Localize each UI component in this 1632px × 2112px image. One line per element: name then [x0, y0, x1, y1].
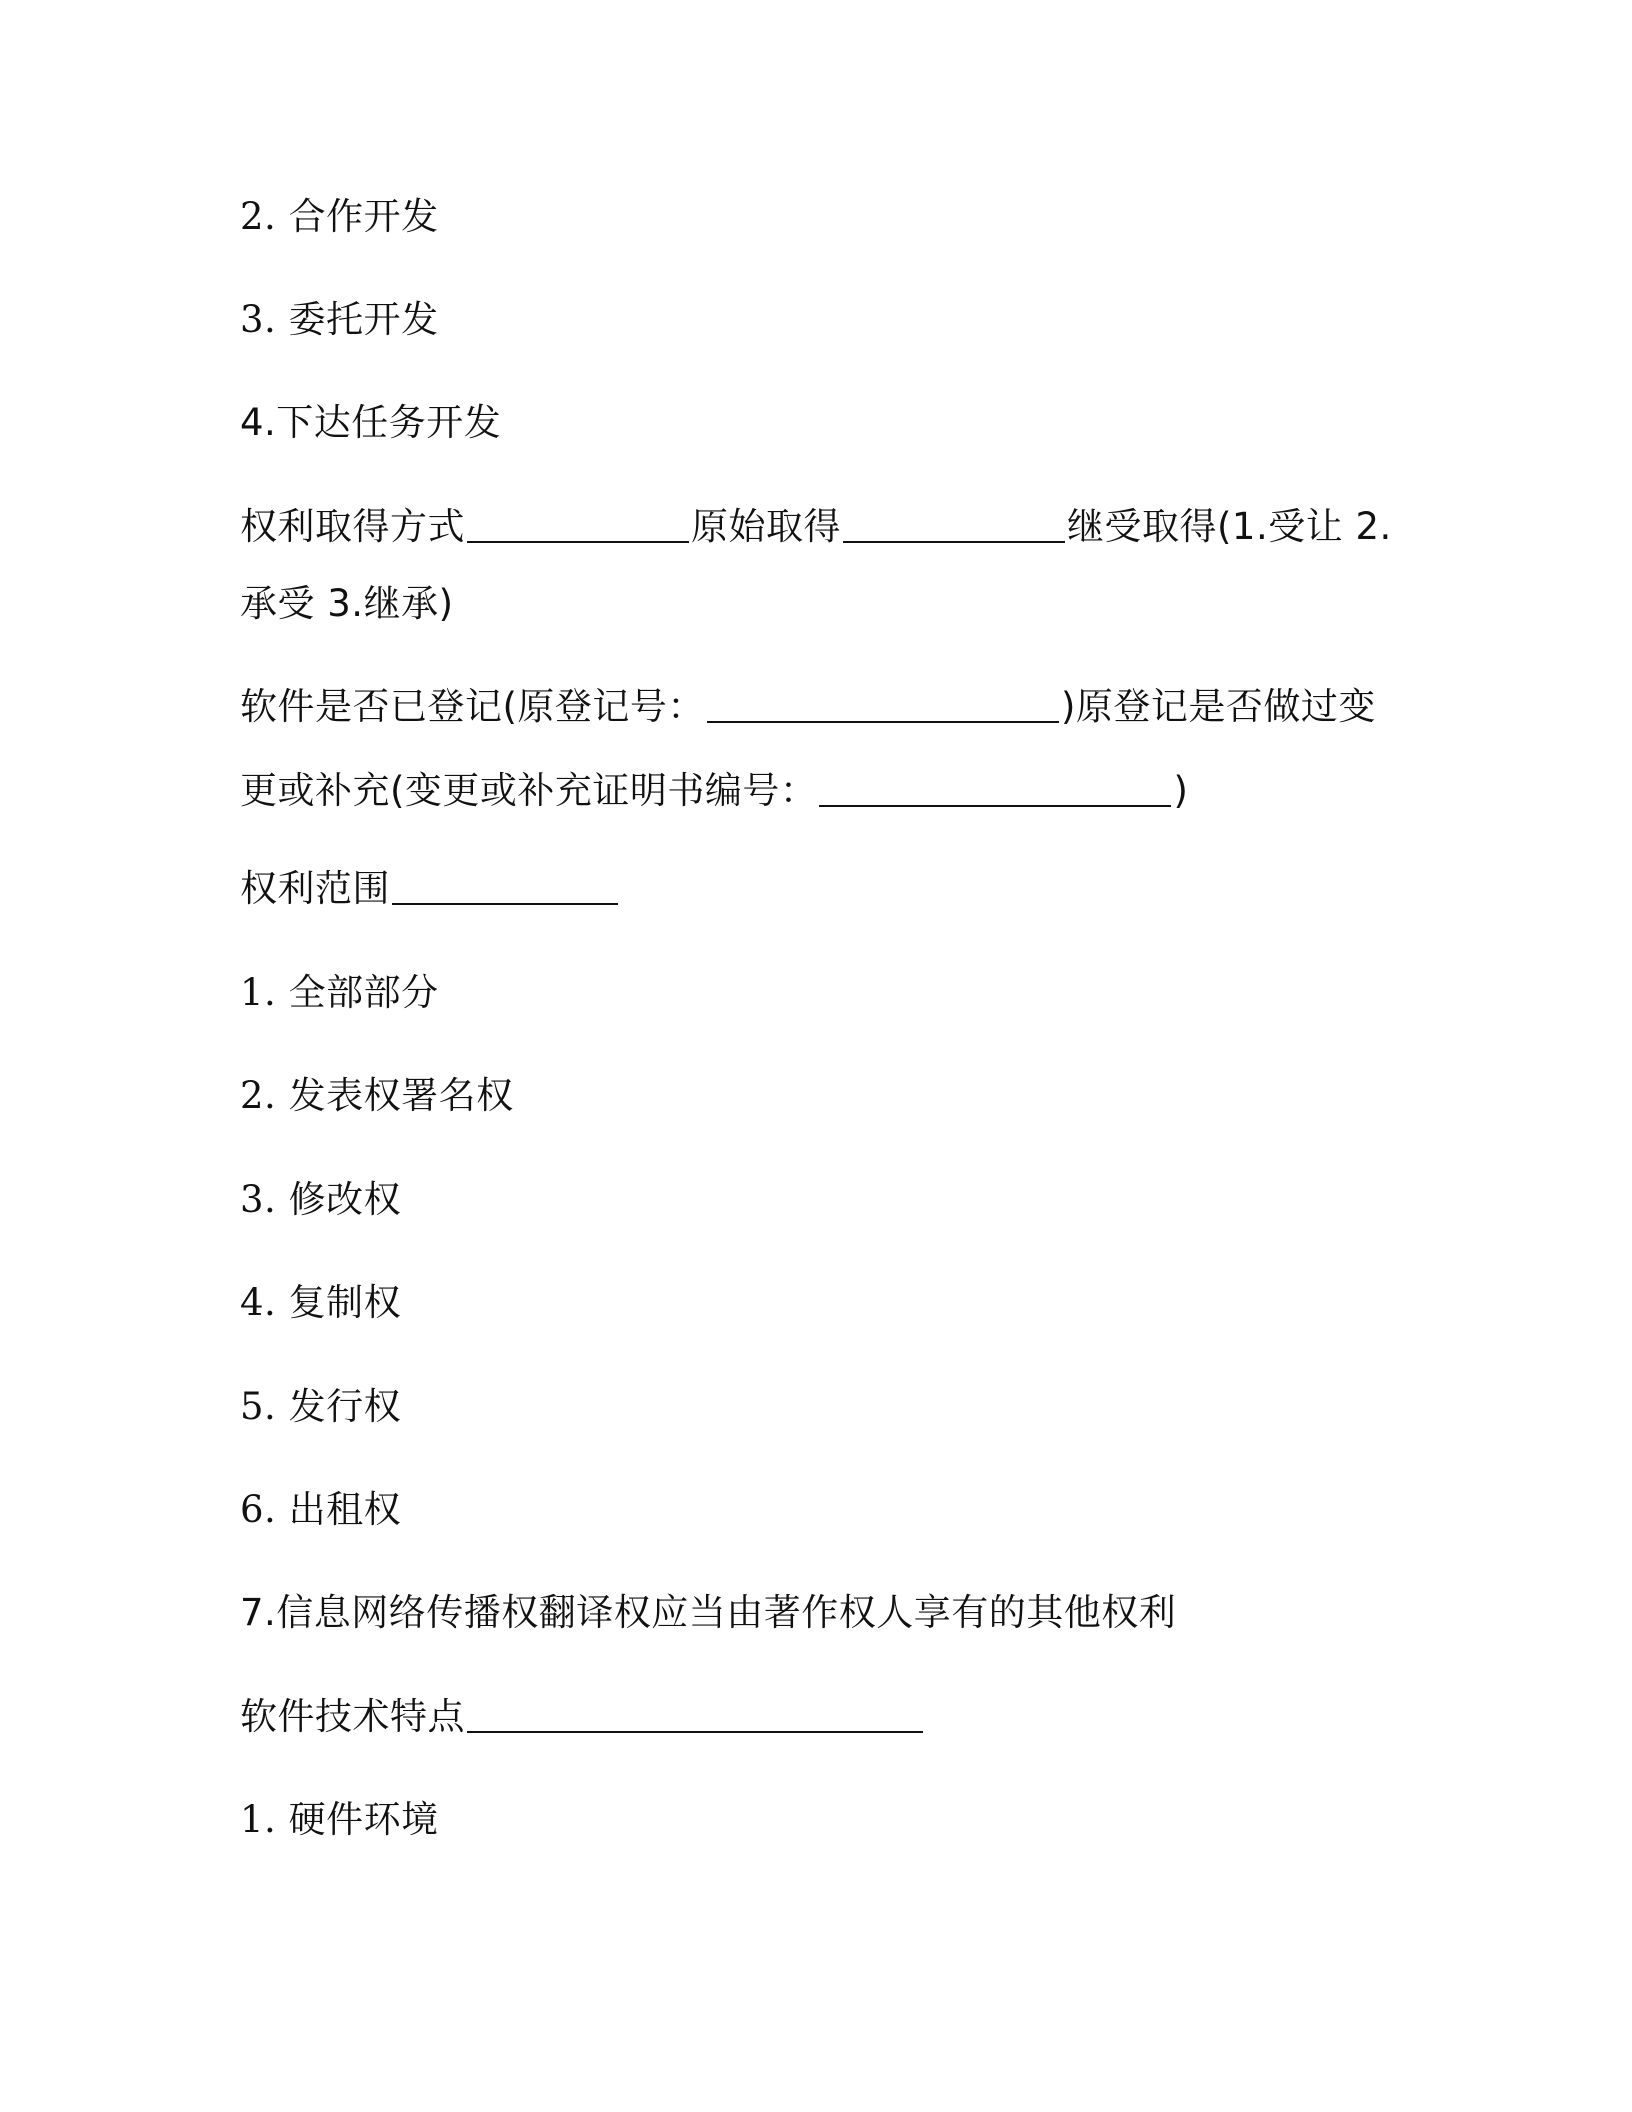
item-text: 7.信息网络传播权翻译权应当由著作权人享有的其他权利 [240, 1591, 1177, 1634]
item-number: 1. [240, 1798, 277, 1841]
item-text: 4.下达任务开发 [240, 401, 502, 444]
item-number: 4. [240, 1281, 277, 1324]
item-text: 出租权 [288, 1488, 402, 1531]
registration-change-label: )原登记是否做过变 [1060, 685, 1376, 728]
item-text: 发行权 [288, 1385, 402, 1428]
item-text: 合作开发 [288, 195, 439, 238]
item-number: 2. [240, 1074, 277, 1117]
acquisition-continuation [240, 582, 454, 625]
rights-scope-line [240, 867, 620, 910]
list-item-network-translation-rights [240, 1591, 1177, 1634]
item-number: 5. [240, 1385, 277, 1428]
item-number: 1. [240, 971, 277, 1014]
item-text: 硬件环境 [288, 1798, 439, 1841]
list-item-modification-right [240, 1178, 402, 1221]
blank-line [819, 805, 1171, 807]
blank-line [707, 721, 1059, 723]
list-item-assigned-task-development [240, 401, 502, 444]
registration-label: 软件是否已登记(原登记号： [240, 685, 705, 728]
technical-features-label: 软件技术特点 [240, 1695, 465, 1738]
item-number: 3. [240, 1178, 277, 1221]
registration-line [240, 685, 1376, 728]
list-item-publication-authorship [240, 1074, 514, 1117]
acquisition-continuation-text: 承受 3.继承) [240, 582, 454, 625]
blank-line [392, 903, 618, 905]
item-number: 6. [240, 1488, 277, 1531]
original-acquisition-label: 原始取得 [691, 505, 841, 548]
list-item-hardware-environment [240, 1798, 439, 1841]
blank-line [843, 541, 1065, 543]
item-text: 全部部分 [288, 971, 439, 1014]
item-text: 修改权 [288, 1178, 402, 1221]
item-number: 2. [240, 195, 277, 238]
list-item-distribution-right [240, 1385, 402, 1428]
list-item-commissioned-development [240, 298, 439, 341]
closing-paren: ) [1173, 769, 1189, 812]
rights-scope-label: 权利范围 [240, 867, 390, 910]
list-item-all-part [240, 971, 439, 1014]
change-supplement-line [240, 769, 1189, 812]
rights-acquisition-label: 权利取得方式 [240, 505, 465, 548]
change-supplement-label: 更或补充(变更或补充证明书编号： [240, 769, 818, 812]
rights-acquisition-line [240, 505, 1392, 548]
blank-line [467, 1731, 923, 1733]
derived-acquisition-label: 继受取得(1.受让 2. [1067, 505, 1392, 548]
list-item-reproduction-right [240, 1281, 402, 1324]
blank-line [467, 541, 689, 543]
item-text: 发表权署名权 [288, 1074, 514, 1117]
item-number: 3. [240, 298, 277, 341]
list-item-cooperative-development [240, 195, 439, 238]
technical-features-line [240, 1695, 925, 1738]
item-text: 委托开发 [288, 298, 439, 341]
item-text: 复制权 [288, 1281, 402, 1324]
list-item-rental-right [240, 1488, 402, 1531]
